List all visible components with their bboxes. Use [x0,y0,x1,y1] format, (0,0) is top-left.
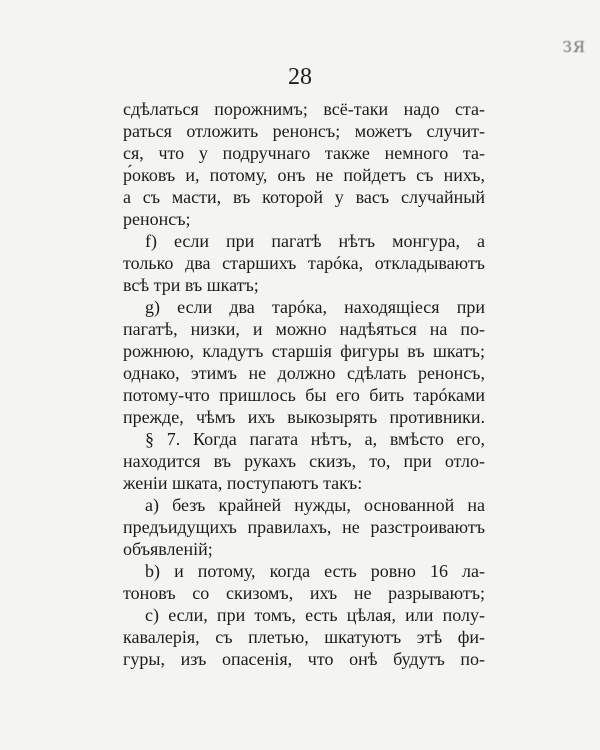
text-line: находится въ рукахъ скизъ, то, при отло- [123,451,485,471]
text-line: потому-что пришлось бы его бить тарóками [123,385,485,405]
page-number: 28 [288,64,312,90]
text-line: тоновъ со скизомъ, ихъ не разрываютъ; [123,583,485,603]
text-line: раться отложить ренонсъ; можетъ случит- [123,121,485,141]
text-line: § 7. Когда пагата нѣтъ, а, вмѣсто его, [145,429,485,449]
text-line: g) если два тарóка, находящіеся при [145,297,485,317]
text-line: только два старшихъ тарóка, откладываютъ [123,253,485,273]
text-line: c) если, при томъ, есть цѣлая, или полу- [145,605,485,625]
text-line: р́оковъ и, потому, онъ не пойдетъ съ нихъ, [123,165,485,185]
text-line: кавалерія, съ плетью, шкатуютъ этѣ фи- [123,627,485,647]
corner-mark: ЗЯ [562,38,586,56]
text-line: рожнюю, кладутъ старшія фигуры въ шкатъ; [123,341,485,361]
text-line: однако, этимъ не должно сдѣлать ренонсъ, [123,363,485,383]
text-line: пагатѣ, низки, и можно надѣяться на по- [123,319,485,339]
text-line: сдѣлаться порожнимъ; всё-таки надо ста- [123,99,485,119]
text-line: прежде, чѣмъ ихъ выкозырять противники. [123,407,485,427]
text-line: объявленій; [123,539,213,559]
text-line: всѣ три въ шкатъ; [123,275,259,295]
text-line: предъидущихъ правилахъ, не разстроиваютъ [123,517,485,537]
text-line: ся, что у подручнаго также немного та- [123,143,485,163]
text-line: ренонсъ; [123,209,191,229]
text-line: a) безъ крайней нужды, основанной на [145,495,485,515]
text-line: а съ масти, въ которой у васъ случайный [123,187,485,207]
text-line: f) если при пагатѣ нѣтъ монгура, а [145,231,485,251]
text-line: женіи шката, поступаютъ такъ: [123,473,363,493]
text-line: гуры, изъ опасенія, что онѣ будутъ по- [123,649,485,669]
body-text [123,98,485,670]
text-line: b) и потому, когда есть ровно 16 ла- [145,561,485,581]
